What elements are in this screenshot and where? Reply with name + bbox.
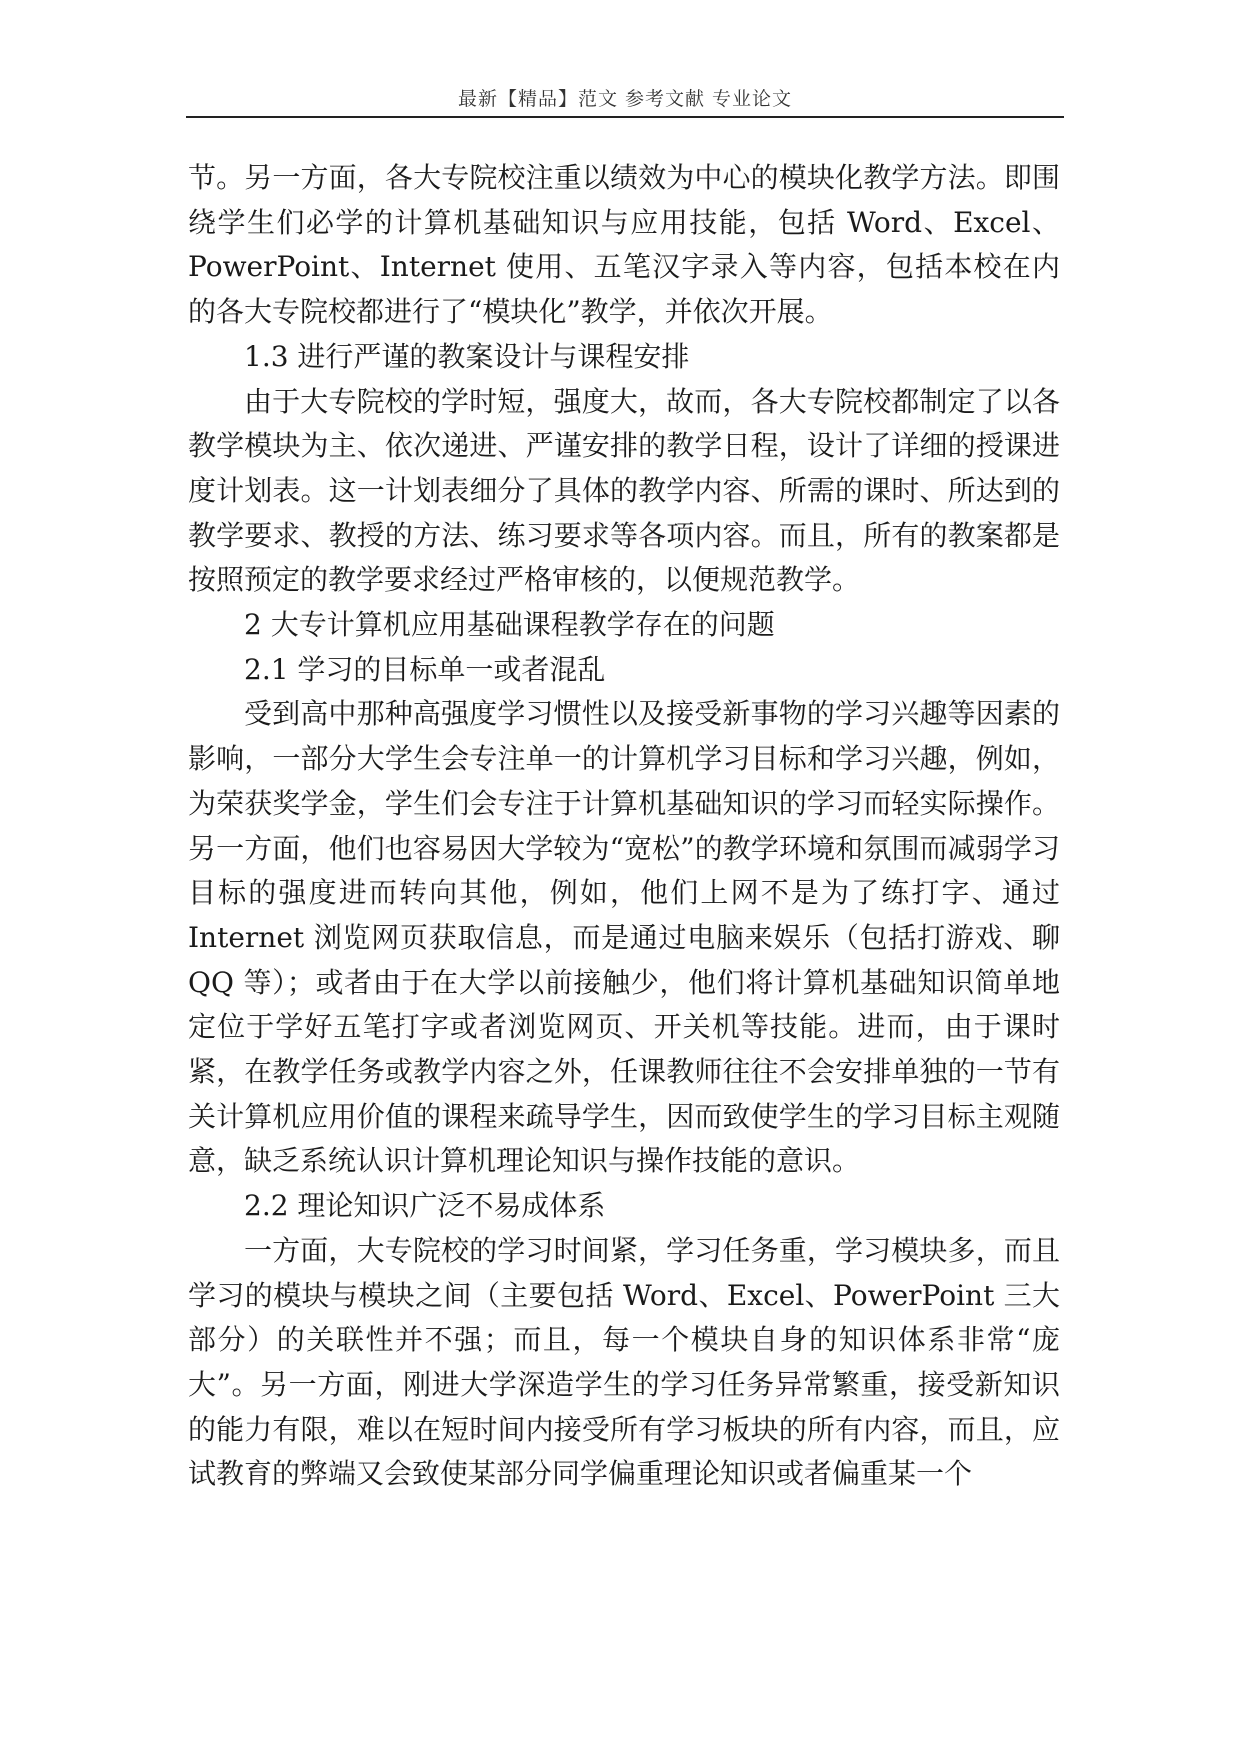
header-divider: [186, 116, 1064, 118]
paragraph-learning-goals: 受到高中那种高强度学习惯性以及接受新事物的学习兴趣等因素的影响，一部分大学生会专注单一的计算机学习目标和学习兴趣，例如，为荣获奖学金，学生们会专注于计算机基础知识的学习而轻实际操作。另一方面，他们也容易因大学较为“宽松”的教学环境和氛围而减弱学习目标的强度进而转向其他，例如，他们上网不是为了练打字、通过 Internet 浏览网页获取信息，而是通过电脑来娱乐（包括打游戏、聊 QQ 等）；或者由于在大学以前接触少，他们将计算机基础知识简单地定位于学好五笔打字或者浏览网页、开关机等技能。进而，由于课时紧，在教学任务或教学内容之外，任课教师往往不会安排单独的一节有关计算机应用价值的课程来疏导学生，因而致使学生的学习目标主观随意，缺乏系统认识计算机理论知识与操作技能的意识。: [188, 697, 1060, 1178]
section-heading-2-2: 2.2 理论知识广泛不易成体系: [244, 1189, 606, 1223]
document-body: [188, 156, 1060, 1497]
paragraph-continuation: 节。另一方面，各大专院校注重以绩效为中心的模块化教学方法。即围绕学生们必学的计算机基础知识与应用技能，包括 Word、Excel、PowerPoint、Internet 使用、五笔汉字录入等内容，包括本校在内的各大专院校都进行了“模块化”教学，并依次开展。: [188, 161, 1060, 329]
paragraph-lesson-planning: 由于大专院校的学时短，强度大，故而，各大专院校都制定了以各教学模块为主、依次递进、严谨安排的教学日程，设计了详细的授课进度计划表。这一计划表细分了具体的教学内容、所需的课时、所达到的教学要求、教授的方法、练习要求等各项内容。而且，所有的教案都是按照预定的教学要求经过严格审核的，以便规范教学。: [188, 384, 1060, 597]
page-header: 最新【精品】范文 参考文献 专业论文: [457, 88, 793, 110]
paragraph-theory-knowledge: 一方面，大专院校的学习时间紧，学习任务重，学习模块多，而且学习的模块与模块之间（主要包括 Word、Excel、PowerPoint 三大部分）的关联性并不强；而且，每一个模块自身的知识体系非常“庞大”。另一方面，刚进大学深造学生的学习任务异常繁重，接受新知识的能力有限，难以在短时间内接受所有学习板块的所有内容，而且，应试教育的弊端又会致使某部分同学偏重理论知识或者偏重某一个: [188, 1233, 1060, 1491]
section-heading-2: 2 大专计算机应用基础课程教学存在的问题: [244, 608, 775, 642]
section-heading-1-3: 1.3 进行严谨的教案设计与课程安排: [244, 339, 690, 373]
section-heading-2-1: 2.1 学习的目标单一或者混乱: [244, 652, 606, 686]
